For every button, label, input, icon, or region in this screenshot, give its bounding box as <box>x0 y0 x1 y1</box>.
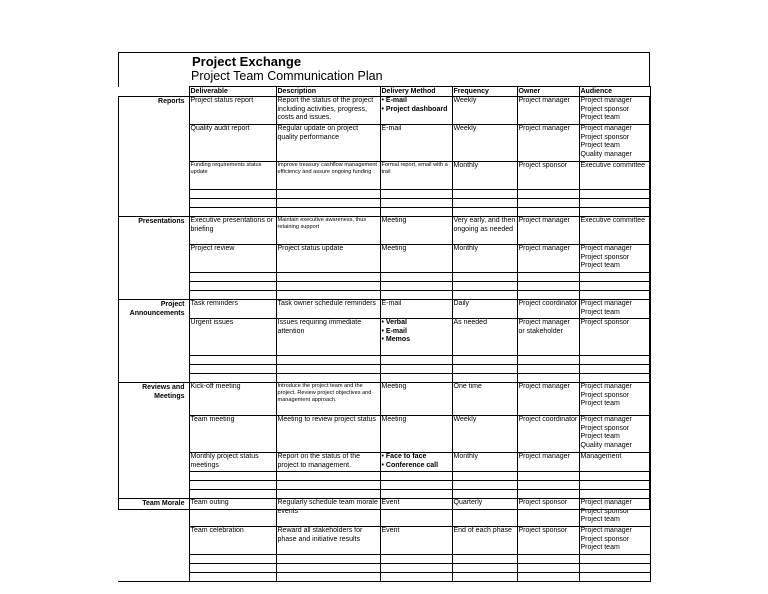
blank-cell <box>189 291 276 300</box>
audience-cell-line: Project sponsor <box>580 507 630 515</box>
blank-cell <box>579 291 650 300</box>
blank-cell <box>380 555 452 564</box>
blank-row <box>118 374 650 383</box>
delivery-method-cell-line: • Project dashboard <box>381 105 448 113</box>
blank-cell <box>579 273 650 282</box>
blank-cell <box>452 190 517 199</box>
blank-cell <box>452 564 517 573</box>
blank-cell <box>579 573 650 582</box>
blank-cell <box>452 472 517 481</box>
audience-cell <box>579 383 650 416</box>
delivery-method-cell <box>380 527 452 555</box>
audience-cell <box>579 319 650 356</box>
blank-cell <box>380 190 452 199</box>
delivery-method-cell-line: Meeting <box>381 383 407 390</box>
document-subtitle: Project Team Communication Plan <box>191 69 383 83</box>
blank-cell <box>452 291 517 300</box>
table-row <box>118 217 650 245</box>
description-cell: Maintain executive awareness, thus retaining support <box>276 217 380 245</box>
table-row <box>118 319 650 356</box>
audience-cell-line: Project team <box>580 516 620 524</box>
frequency-cell: Weekly <box>452 97 517 125</box>
blank-cell <box>380 199 452 208</box>
header-owner: Owner <box>517 87 579 97</box>
owner-cell: Project manager <box>517 125 579 162</box>
delivery-method-cell <box>380 245 452 273</box>
header-frequency: Frequency <box>452 87 517 97</box>
blank-cell <box>380 490 452 499</box>
deliverable-cell: Executive presentations or briefing <box>189 217 276 245</box>
delivery-method-cell-line: Meeting <box>381 217 407 224</box>
description-cell: Improve treasury cashflow management efficiency and assure ongoing funding <box>276 162 380 190</box>
blank-cell <box>517 472 579 481</box>
delivery-method-cell-line: E-mail <box>381 300 402 307</box>
blank-cell <box>517 199 579 208</box>
deliverable-cell: Task reminders <box>189 300 276 319</box>
owner-cell: Project manager <box>517 97 579 125</box>
delivery-method-cell-line: Formal report, email with a trail <box>381 162 448 175</box>
owner-cell: Project sponsor <box>517 499 579 527</box>
blank-cell <box>380 273 452 282</box>
delivery-method-cell-line: • Conference call <box>381 461 439 469</box>
blank-row <box>118 365 650 374</box>
header-row <box>118 87 650 97</box>
description-cell: Regular update on project quality performance <box>276 125 380 162</box>
blank-row <box>118 199 650 208</box>
delivery-method-cell <box>380 162 452 190</box>
description-cell: Regularly schedule team morale events <box>276 499 380 527</box>
blank-cell <box>380 208 452 217</box>
blank-cell <box>276 481 380 490</box>
audience-cell <box>579 300 650 319</box>
audience-cell-line: Project manager <box>580 245 632 252</box>
table-body <box>118 97 650 582</box>
table-row <box>118 97 650 125</box>
blank-cell <box>380 573 452 582</box>
audience-cell-line: Project sponsor <box>580 133 630 141</box>
audience-cell-line: Project team <box>580 262 620 270</box>
blank-cell <box>579 555 650 564</box>
blank-cell <box>517 573 579 582</box>
audience-cell <box>579 125 650 162</box>
audience-cell-line: Project team <box>580 142 620 150</box>
audience-cell-line: Project sponsor <box>580 424 630 432</box>
blank-cell <box>189 472 276 481</box>
frequency-cell: Monthly <box>452 245 517 273</box>
audience-cell <box>579 245 650 273</box>
delivery-method-cell-line: • E-mail <box>381 97 407 104</box>
owner-cell: Project sponsor <box>517 527 579 555</box>
audience-cell <box>579 499 650 527</box>
blank-cell <box>189 481 276 490</box>
delivery-method-cell-line: • E-mail <box>381 327 407 335</box>
document-title: Project Exchange <box>192 54 302 69</box>
communication-plan-table <box>118 86 651 582</box>
blank-cell <box>189 490 276 499</box>
blank-cell <box>517 555 579 564</box>
blank-cell <box>189 374 276 383</box>
audience-cell-line: Project manager <box>580 125 632 132</box>
blank-row <box>118 573 650 582</box>
blank-cell <box>579 208 650 217</box>
owner-cell: Project manager <box>517 383 579 416</box>
blank-cell <box>276 199 380 208</box>
blank-row <box>118 190 650 199</box>
table-row <box>118 125 650 162</box>
audience-cell-line: Project team <box>580 400 620 408</box>
description-cell: Report the status of the project including activities, progress, costs and issues. <box>276 97 380 125</box>
blank-cell <box>276 208 380 217</box>
blank-cell <box>189 564 276 573</box>
audience-cell-line: Executive committee <box>580 162 646 169</box>
blank-cell <box>276 190 380 199</box>
blank-cell <box>380 481 452 490</box>
deliverable-cell: Quality audit report <box>189 125 276 162</box>
blank-cell <box>579 365 650 374</box>
audience-cell-line: Project sponsor <box>580 391 630 399</box>
blank-cell <box>452 481 517 490</box>
delivery-method-cell <box>380 97 452 125</box>
blank-row <box>118 472 650 481</box>
blank-cell <box>452 199 517 208</box>
blank-cell <box>452 365 517 374</box>
blank-cell <box>380 365 452 374</box>
delivery-method-cell <box>380 416 452 453</box>
blank-row <box>118 356 650 365</box>
blank-cell <box>517 190 579 199</box>
description-cell: Meeting to review project status <box>276 416 380 453</box>
blank-cell <box>276 356 380 365</box>
delivery-method-cell <box>380 319 452 356</box>
table-row <box>118 245 650 273</box>
owner-cell: Project manager <box>517 453 579 472</box>
blank-cell <box>380 472 452 481</box>
audience-cell-line: Project manager <box>580 416 632 423</box>
description-cell: Introduce the project team and the project. Review project objectives and management approach. <box>276 383 380 416</box>
blank-row <box>118 555 650 564</box>
description-cell: Issues requiring immediate attention <box>276 319 380 356</box>
deliverable-cell: Project review <box>189 245 276 273</box>
header-blank <box>118 87 189 97</box>
blank-cell <box>517 564 579 573</box>
audience-cell-line: Project team <box>580 544 620 552</box>
delivery-method-cell-line: Event <box>381 527 400 534</box>
blank-cell <box>189 273 276 282</box>
blank-cell <box>579 472 650 481</box>
audience-cell <box>579 217 650 245</box>
header-delivery-method: Delivery Method <box>380 87 452 97</box>
blank-cell <box>579 190 650 199</box>
frequency-cell: Weekly <box>452 416 517 453</box>
delivery-method-cell-line: Meeting <box>381 245 407 252</box>
frequency-cell: Monthly <box>452 453 517 472</box>
audience-cell-line: Executive committee <box>580 217 646 224</box>
audience-cell-line: Management <box>580 453 622 460</box>
audience-cell-line: Project team <box>580 433 620 441</box>
audience-cell-line: Project manager <box>580 527 632 534</box>
blank-cell <box>579 481 650 490</box>
delivery-method-cell <box>380 125 452 162</box>
header-audience: Audience <box>579 87 650 97</box>
blank-cell <box>452 273 517 282</box>
blank-cell <box>452 555 517 564</box>
table-row <box>118 162 650 190</box>
blank-cell <box>517 365 579 374</box>
blank-cell <box>189 573 276 582</box>
deliverable-cell: Team outing <box>189 499 276 527</box>
blank-cell <box>380 564 452 573</box>
audience-cell <box>579 416 650 453</box>
owner-cell: Project manager or stakeholder <box>517 319 579 356</box>
blank-cell <box>380 291 452 300</box>
blank-cell <box>276 273 380 282</box>
frequency-cell: Weekly <box>452 125 517 162</box>
audience-cell-line: Project sponsor <box>580 253 630 261</box>
table-row <box>118 416 650 453</box>
audience-cell <box>579 527 650 555</box>
owner-cell: Project sponsor <box>517 162 579 190</box>
section-label: Reviews and Meetings <box>118 383 189 499</box>
blank-row <box>118 481 650 490</box>
blank-cell <box>517 374 579 383</box>
audience-cell <box>579 162 650 190</box>
blank-cell <box>517 356 579 365</box>
blank-cell <box>276 564 380 573</box>
blank-cell <box>189 199 276 208</box>
frequency-cell: Monthly <box>452 162 517 190</box>
blank-cell <box>579 490 650 499</box>
header-deliverable: Deliverable <box>189 87 276 97</box>
blank-row <box>118 291 650 300</box>
audience-cell-line: Project manager <box>580 97 632 104</box>
delivery-method-cell-line: Meeting <box>381 416 407 423</box>
blank-row <box>118 564 650 573</box>
header-description: Description <box>276 87 380 97</box>
blank-cell <box>452 208 517 217</box>
delivery-method-cell <box>380 499 452 527</box>
frequency-cell: Daily <box>452 300 517 319</box>
section-label: Team Morale <box>118 499 189 582</box>
table-row <box>118 300 650 319</box>
blank-cell <box>452 573 517 582</box>
blank-cell <box>189 208 276 217</box>
audience-cell-line: Project team <box>580 308 620 316</box>
blank-cell <box>380 374 452 383</box>
blank-cell <box>579 356 650 365</box>
audience-cell-line: Quality manager <box>580 441 632 449</box>
blank-cell <box>517 291 579 300</box>
blank-cell <box>517 490 579 499</box>
blank-cell <box>276 472 380 481</box>
blank-cell <box>452 374 517 383</box>
deliverable-cell: Team meeting <box>189 416 276 453</box>
audience-cell-line: Project sponsor <box>580 535 630 543</box>
blank-cell <box>276 365 380 374</box>
blank-cell <box>189 365 276 374</box>
audience-cell-line: Project team <box>580 114 620 122</box>
delivery-method-cell <box>380 383 452 416</box>
table-row <box>118 383 650 416</box>
frequency-cell: One time <box>452 383 517 416</box>
blank-cell <box>276 490 380 499</box>
blank-row <box>118 208 650 217</box>
description-cell: Project status update <box>276 245 380 273</box>
delivery-method-cell-line: • Memos <box>381 336 411 344</box>
deliverable-cell: Urgent issues <box>189 319 276 356</box>
delivery-method-cell-line: E-mail <box>381 125 402 132</box>
blank-cell <box>189 555 276 564</box>
owner-cell: Project coordinator <box>517 416 579 453</box>
audience-cell-line: Project sponsor <box>580 105 630 113</box>
blank-cell <box>579 564 650 573</box>
delivery-method-cell <box>380 453 452 472</box>
blank-cell <box>517 282 579 291</box>
blank-cell <box>517 481 579 490</box>
blank-cell <box>276 374 380 383</box>
frequency-cell: Very early, and then ongoing as needed <box>452 217 517 245</box>
delivery-method-cell-line: • Face to face <box>381 453 427 460</box>
communication-plan-sheet <box>118 52 650 552</box>
audience-cell-line: Quality manager <box>580 150 632 158</box>
table-row <box>118 499 650 527</box>
blank-cell <box>579 199 650 208</box>
delivery-method-cell-line: • Verbal <box>381 319 407 326</box>
delivery-method-cell <box>380 217 452 245</box>
owner-cell: Project coordinator <box>517 300 579 319</box>
blank-cell <box>276 573 380 582</box>
blank-cell <box>380 282 452 291</box>
blank-cell <box>517 208 579 217</box>
blank-cell <box>380 356 452 365</box>
audience-cell-line: Project sponsor <box>580 319 630 326</box>
description-cell: Report on the status of the project to management. <box>276 453 380 472</box>
section-label: Reports <box>118 97 189 217</box>
delivery-method-cell-line: Event <box>381 499 400 506</box>
blank-cell <box>276 555 380 564</box>
section-label: Presentations <box>118 217 189 300</box>
deliverable-cell: Funding requirements status update <box>189 162 276 190</box>
deliverable-cell: Team celebration <box>189 527 276 555</box>
blank-cell <box>276 282 380 291</box>
audience-cell <box>579 97 650 125</box>
frequency-cell: As needed <box>452 319 517 356</box>
description-cell: Task owner schedule reminders <box>276 300 380 319</box>
frequency-cell: End of each phase <box>452 527 517 555</box>
blank-cell <box>189 282 276 291</box>
audience-cell-line: Project manager <box>580 499 632 506</box>
owner-cell: Project manager <box>517 245 579 273</box>
blank-cell <box>189 356 276 365</box>
frequency-cell: Quarterly <box>452 499 517 527</box>
deliverable-cell: Monthly project status meetings <box>189 453 276 472</box>
blank-cell <box>452 356 517 365</box>
description-cell: Reward all stakeholders for phase and initiative results <box>276 527 380 555</box>
blank-cell <box>579 374 650 383</box>
blank-row <box>118 273 650 282</box>
table-row <box>118 527 650 555</box>
blank-cell <box>276 291 380 300</box>
blank-row <box>118 490 650 499</box>
blank-cell <box>579 282 650 291</box>
blank-cell <box>517 273 579 282</box>
audience-cell-line: Project manager <box>580 383 632 390</box>
owner-cell: Project manager <box>517 217 579 245</box>
blank-cell <box>452 490 517 499</box>
section-label: Project Announcements <box>118 300 189 383</box>
blank-row <box>118 282 650 291</box>
deliverable-cell: Kick-off meeting <box>189 383 276 416</box>
deliverable-cell: Project status report <box>189 97 276 125</box>
table-row <box>118 453 650 472</box>
blank-cell <box>189 190 276 199</box>
blank-cell <box>452 282 517 291</box>
audience-cell-line: Project manager <box>580 300 632 307</box>
delivery-method-cell <box>380 300 452 319</box>
audience-cell <box>579 453 650 472</box>
